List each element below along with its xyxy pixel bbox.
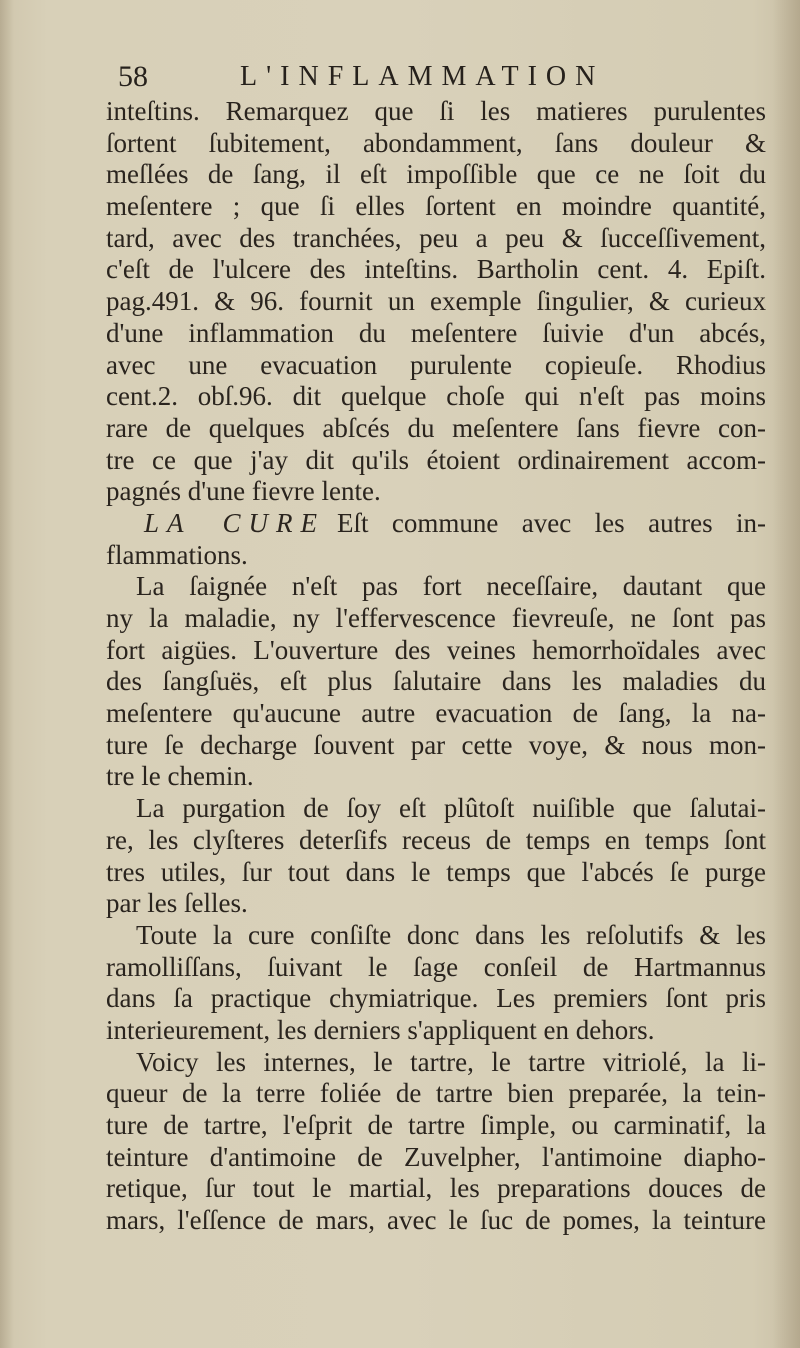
text-line: queur de la terre foliée de tartre bien preparée, la tein- — [106, 1078, 766, 1109]
text-line: teinture d'antimoine de Zuvelpher, l'antimoine diapho- — [106, 1141, 766, 1172]
text-line: avec une evacuation purulente copieuſe. Rhodius — [106, 349, 766, 380]
text-line: ture ſe decharge ſouvent par cette voye, & nous mon- — [106, 729, 766, 760]
text-line: meſentere ; que ſi elles ſortent en moindre quantité, — [106, 191, 766, 222]
text-line: La ſaignée n'eſt pas fort neceſſaire, dautant que — [136, 571, 766, 602]
cure-heading-line — [106, 508, 766, 540]
text-line: ſortent ſubitement, abondamment, ſans douleur & — [106, 127, 766, 158]
page-gutter-shadow — [772, 0, 800, 1348]
cure-heading: LA CURE — [144, 507, 325, 538]
text-line: rare de quelques abſcés du meſentere ſans fievre con- — [106, 412, 766, 443]
text-line: d'une inflammation du meſentere ſuivie d'un abcés, — [106, 317, 766, 348]
page-left-edge-shadow — [0, 0, 14, 1348]
text-line: meſlées de ſang, il eſt impoſſible que ce ne ſoit du — [106, 159, 766, 190]
text-line: tard, avec des tranchées, peu a peu & ſucceſſivement, — [106, 222, 766, 253]
text-line: retique, ſur tout le martial, les preparations douces de — [106, 1173, 766, 1204]
text-line: pag.491. & 96. fournit un exemple ſingulier, & curieux — [106, 286, 766, 317]
text-line: La purgation de ſoy eſt plûtoſt nuiſible que ſalutai- — [136, 793, 766, 824]
text-line: dans ſa practique chymiatrique. Les premiers ſont pris — [106, 983, 766, 1014]
text-line: ny la maladie, ny l'effervescence fievreuſe, ne ſont pas — [106, 603, 766, 633]
text-line: Voicy les internes, le tartre, le tartre vitriolé, la li- — [136, 1046, 766, 1077]
body-text — [106, 96, 766, 1237]
text-line: Eſt commune avec les autres in- — [336, 507, 766, 538]
page-header — [118, 58, 758, 96]
text-line: tres utiles, ſur tout dans le temps que l'abcés ſe purge — [106, 856, 766, 887]
text-line: c'eſt de l'ulcere des inteſtins. Bartholin cent. 4. Epiſt. — [106, 254, 766, 285]
text-line: meſentere qu'aucune autre evacuation de ſang, la na- — [106, 698, 766, 729]
page-number: 58 — [118, 60, 148, 93]
text-line: tre le chemin. — [106, 761, 254, 792]
text-line: interieurement, les derniers s'appliquent en dehors. — [106, 1014, 655, 1045]
text-line: mars, l'eſſence de mars, avec le ſuc de pomes, la teinture — [106, 1205, 766, 1236]
text-line: Toute la cure conſiſte donc dans les reſolutifs & les — [136, 919, 766, 950]
text-line: re, les clyſteres deterſifs receus de temps en temps ſont — [106, 824, 766, 855]
text-line: par les ſelles. — [106, 888, 248, 919]
text-line: des ſangſuës, eſt plus ſalutaire dans les maladies du — [106, 666, 766, 697]
text-line: pagnés d'une fievre lente. — [106, 476, 381, 507]
text-line: fort aigües. L'ouverture des veines hemorrhoïdales avec — [106, 634, 766, 665]
text-line: flammations. — [106, 539, 248, 570]
running-title: L'INFLAMMATION — [240, 61, 605, 92]
text-line: cent.2. obſ.96. dit quelque choſe qui n'eſt pas moins — [106, 381, 766, 412]
text-line: ture de tartre, l'eſprit de tartre ſimple, ou carminatif, la — [106, 1110, 766, 1140]
text-line: ramolliſſans, ſuivant le ſage conſeil de Hartmannus — [106, 951, 766, 982]
text-line: tre ce que j'ay dit qu'ils étoient ordinairement accom- — [106, 444, 766, 475]
text-line: inteſtins. Remarquez que ſi les matieres purulentes — [106, 96, 766, 126]
